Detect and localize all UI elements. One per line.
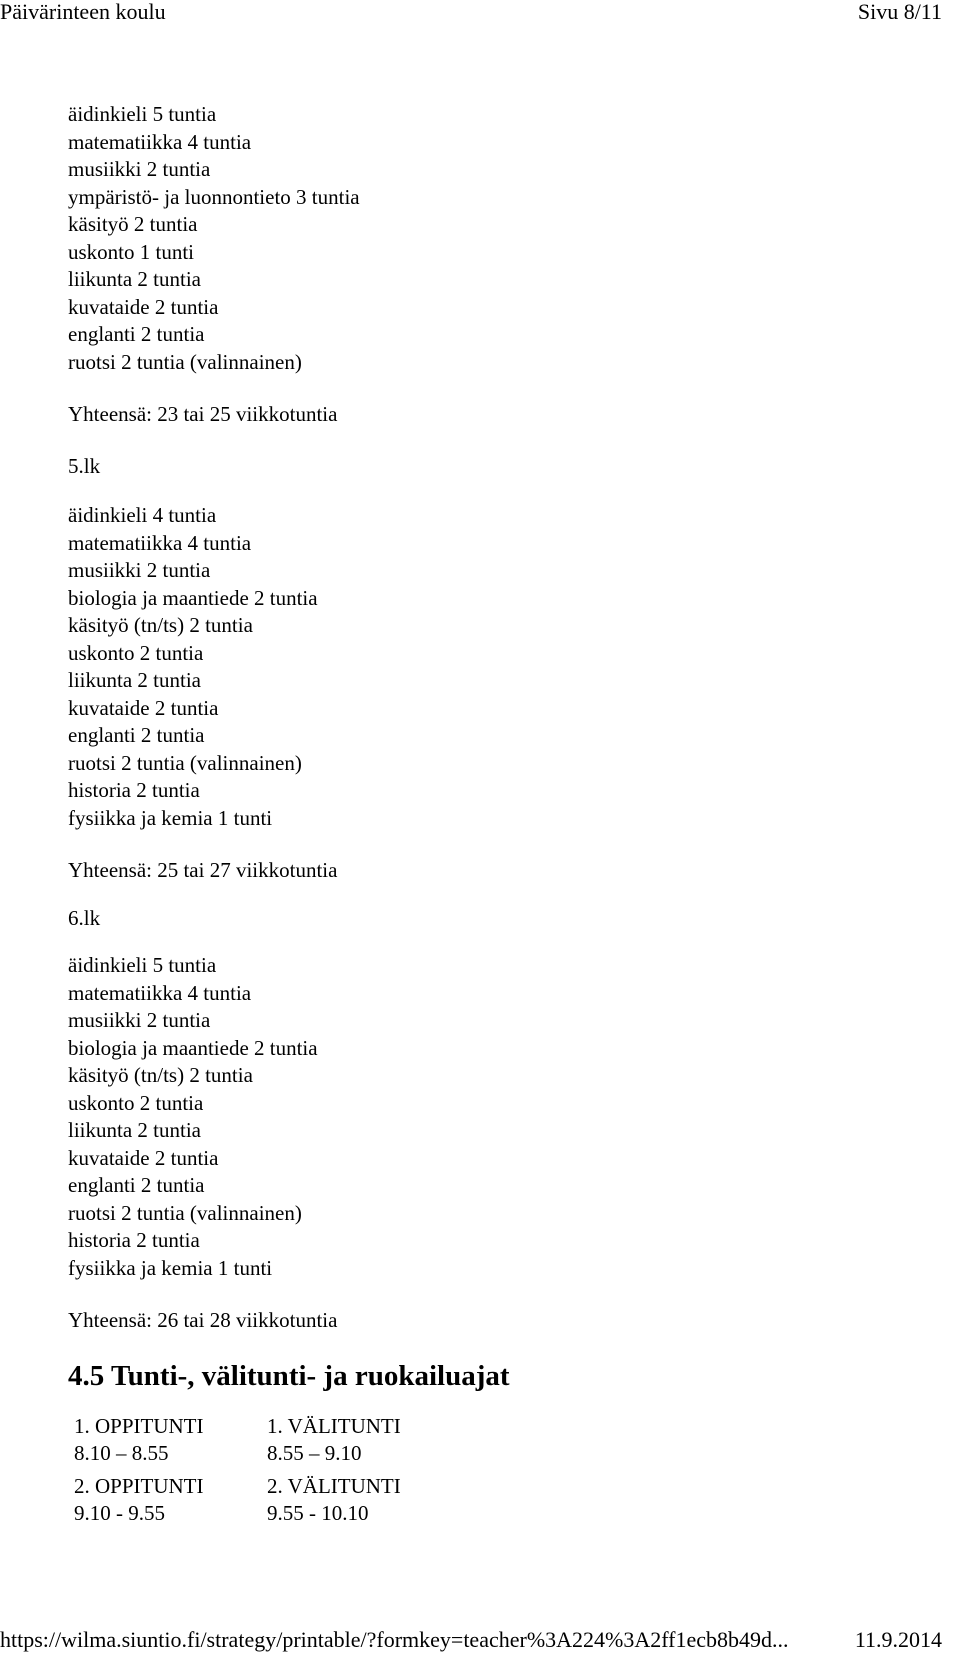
subject-line: äidinkieli 4 tuntia [68,503,217,527]
subject-line: fysiikka ja kemia 1 tunti [68,805,273,830]
footer-url: https://wilma.siuntio.fi/strategy/printable/?formkey=teacher%3A224%3A2ff1ecb8b49d... [0,1627,789,1652]
subject-line: käsityö (tn/ts) 2 tuntia [68,613,253,637]
subject-line: ruotsi 2 tuntia (valinnainen) [68,750,302,775]
subject-line: kuvataide 2 tuntia [68,294,219,319]
grade5-subject-list [68,502,928,832]
table-row [70,1467,407,1500]
subject-line: matematiikka 4 tuntia [68,530,252,555]
table-row [70,1500,407,1527]
table-cell: 2. VÄLITUNTI [267,1473,401,1498]
subject-line: historia 2 tuntia [68,1228,200,1252]
table-cell: 1. OPPITUNTI [74,1413,204,1438]
table-row [70,1413,407,1440]
table-cell: 8.10 – 8.55 [74,1440,169,1465]
footer-date: 11.9.2014 [854,1627,942,1652]
grade5-total: Yhteensä: 25 tai 27 viikkotuntia [68,858,338,882]
subject-line: biologia ja maantiede 2 tuntia [68,585,318,610]
subject-line: kuvataide 2 tuntia [68,1145,219,1170]
subject-line: matematiikka 4 tuntia [68,980,252,1005]
grade6-heading: 6.lk [68,905,101,930]
subject-line: englanti 2 tuntia [68,723,205,747]
table-cell: 8.55 – 9.10 [267,1440,362,1465]
subject-line: fysiikka ja kemia 1 tunti [68,1255,273,1280]
section-heading: 4.5 Tunti-, välitunti- ja ruokailuajat [68,1359,510,1392]
page-header-title: Päivärinteen koulu [0,0,166,24]
page-number: Sivu 8/11 [857,0,942,24]
grade5-heading: 5.lk [68,453,101,478]
table-cell: 1. VÄLITUNTI [267,1413,401,1438]
subject-line: liikunta 2 tuntia [68,1118,201,1142]
grade6-subject-list [68,952,928,1282]
subject-line: äidinkieli 5 tuntia [68,953,217,977]
subject-line: kuvataide 2 tuntia [68,695,219,720]
table-cell: 2. OPPITUNTI [74,1473,204,1498]
subject-line: ympäristö- ja luonnontieto 3 tuntia [68,184,360,209]
subject-line: musiikki 2 tuntia [68,558,211,582]
table-cell: 9.55 - 10.10 [267,1500,369,1525]
subject-line: englanti 2 tuntia [68,322,205,346]
subject-line: musiikki 2 tuntia [68,1008,211,1032]
subject-line: ruotsi 2 tuntia (valinnainen) [68,1200,302,1225]
subject-line: liikunta 2 tuntia [68,668,201,692]
subject-line: musiikki 2 tuntia [68,157,211,181]
subject-line: uskonto 2 tuntia [68,640,204,665]
subject-line: ruotsi 2 tuntia (valinnainen) [68,349,302,374]
subject-line: liikunta 2 tuntia [68,267,201,291]
document-body [68,101,928,1527]
grade6-total: Yhteensä: 26 tai 28 viikkotuntia [68,1308,338,1332]
subject-line: käsityö (tn/ts) 2 tuntia [68,1063,253,1087]
schedule-table [70,1413,407,1527]
subject-line: käsityö 2 tuntia [68,212,198,236]
subject-line: uskonto 1 tunti [68,239,195,264]
table-row [70,1440,407,1467]
subject-line: matematiikka 4 tuntia [68,129,252,154]
subject-line: biologia ja maantiede 2 tuntia [68,1035,318,1060]
subject-line: uskonto 2 tuntia [68,1090,204,1115]
subject-line: englanti 2 tuntia [68,1173,205,1197]
subject-line: historia 2 tuntia [68,778,200,802]
grade4-subject-list [68,101,928,376]
grade4-total: Yhteensä: 23 tai 25 viikkotuntia [68,402,338,426]
table-cell: 9.10 - 9.55 [74,1500,165,1525]
subject-line: äidinkieli 5 tuntia [68,102,217,126]
